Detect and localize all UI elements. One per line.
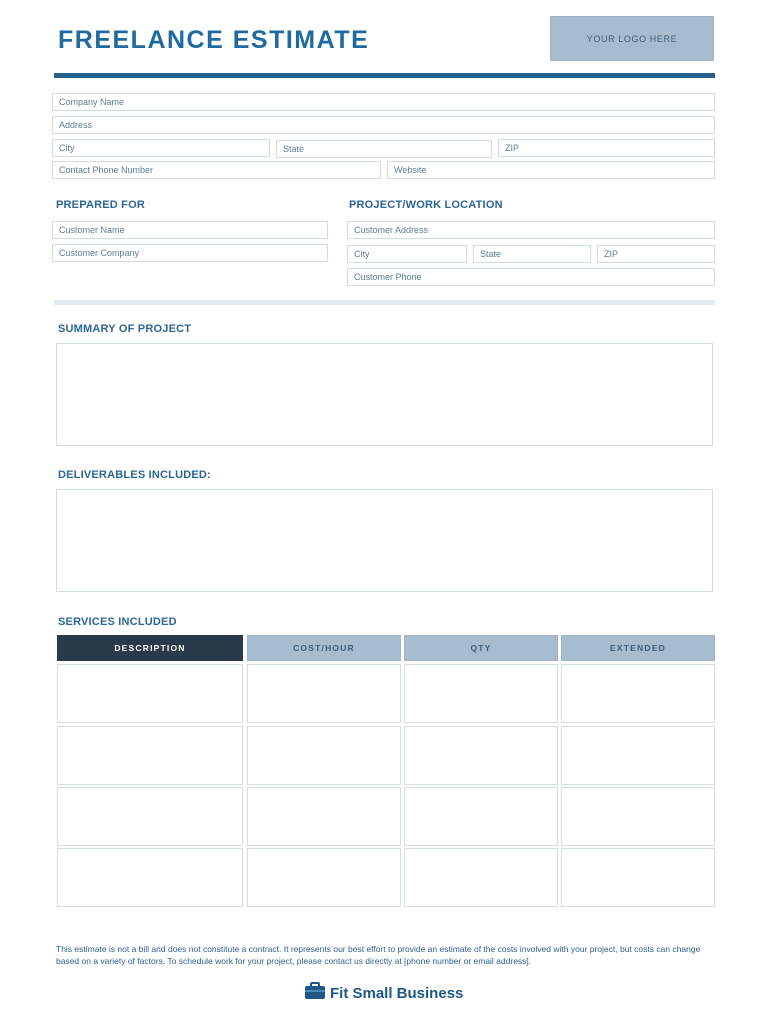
project-location-heading: PROJECT/WORK LOCATION [349, 199, 503, 211]
summary-textarea[interactable] [56, 343, 713, 446]
city-field[interactable]: City [52, 139, 270, 157]
services-cell-cost-hour[interactable] [247, 848, 401, 907]
services-cell-qty[interactable] [404, 787, 558, 846]
zip-field[interactable]: ZIP [498, 139, 715, 157]
services-cell-qty[interactable] [404, 848, 558, 907]
services-cell-cost-hour[interactable] [247, 664, 401, 723]
logo-placeholder[interactable]: YOUR LOGO HERE [550, 16, 714, 61]
customer-name-field[interactable]: Customer Name [52, 221, 328, 239]
services-heading: SERVICES INCLUDED [58, 616, 177, 628]
deliverables-textarea[interactable] [56, 489, 713, 592]
briefcase-icon [304, 982, 326, 1004]
location-city-field[interactable]: City [347, 245, 467, 263]
services-cell-extended[interactable] [561, 726, 715, 785]
contact-phone-field[interactable]: Contact Phone Number [52, 161, 381, 179]
prepared-for-heading: PREPARED FOR [56, 199, 145, 211]
services-cell-qty[interactable] [404, 664, 558, 723]
services-cell-description[interactable] [57, 787, 243, 846]
address-field[interactable]: Address [52, 116, 715, 134]
services-cell-extended[interactable] [561, 848, 715, 907]
column-header-cost-hour: COST/HOUR [247, 635, 401, 661]
services-cell-qty[interactable] [404, 726, 558, 785]
disclaimer-text: This estimate is not a bill and does not constitute a contract. It represents our best effort to provide an estimate of the costs involved with your project, but costs can change based on a variety of factors. To schedule work for your project, please contact us directly at [phone number or email address]. [56, 944, 701, 966]
services-cell-description[interactable] [57, 726, 243, 785]
brand-logo [304, 982, 463, 1004]
services-cell-description[interactable] [57, 664, 243, 723]
services-cell-extended[interactable] [561, 664, 715, 723]
column-header-qty: QTY [404, 635, 558, 661]
column-header-description: DESCRIPTION [57, 635, 243, 661]
customer-phone-field[interactable]: Customer Phone [347, 268, 715, 286]
location-state-field[interactable]: State [473, 245, 591, 263]
company-name-field[interactable]: Company Name [52, 93, 715, 111]
section-divider [54, 300, 715, 305]
services-cell-cost-hour[interactable] [247, 787, 401, 846]
website-field[interactable]: Website [387, 161, 715, 179]
header-rule [54, 73, 715, 78]
brand-name: Fit Small Business [330, 984, 464, 1002]
services-cell-cost-hour[interactable] [247, 726, 401, 785]
state-field[interactable]: State [276, 140, 492, 158]
page-title: FREELANCE ESTIMATE [58, 26, 370, 54]
column-header-extended: EXTENDED [561, 635, 715, 661]
location-zip-field[interactable]: ZIP [597, 245, 715, 263]
customer-company-field[interactable]: Customer Company [52, 244, 328, 262]
deliverables-heading: DELIVERABLES INCLUDED: [58, 469, 211, 481]
services-cell-extended[interactable] [561, 787, 715, 846]
summary-heading: SUMMARY OF PROJECT [58, 323, 192, 335]
services-cell-description[interactable] [57, 848, 243, 907]
customer-address-field[interactable]: Customer Address [347, 221, 715, 239]
